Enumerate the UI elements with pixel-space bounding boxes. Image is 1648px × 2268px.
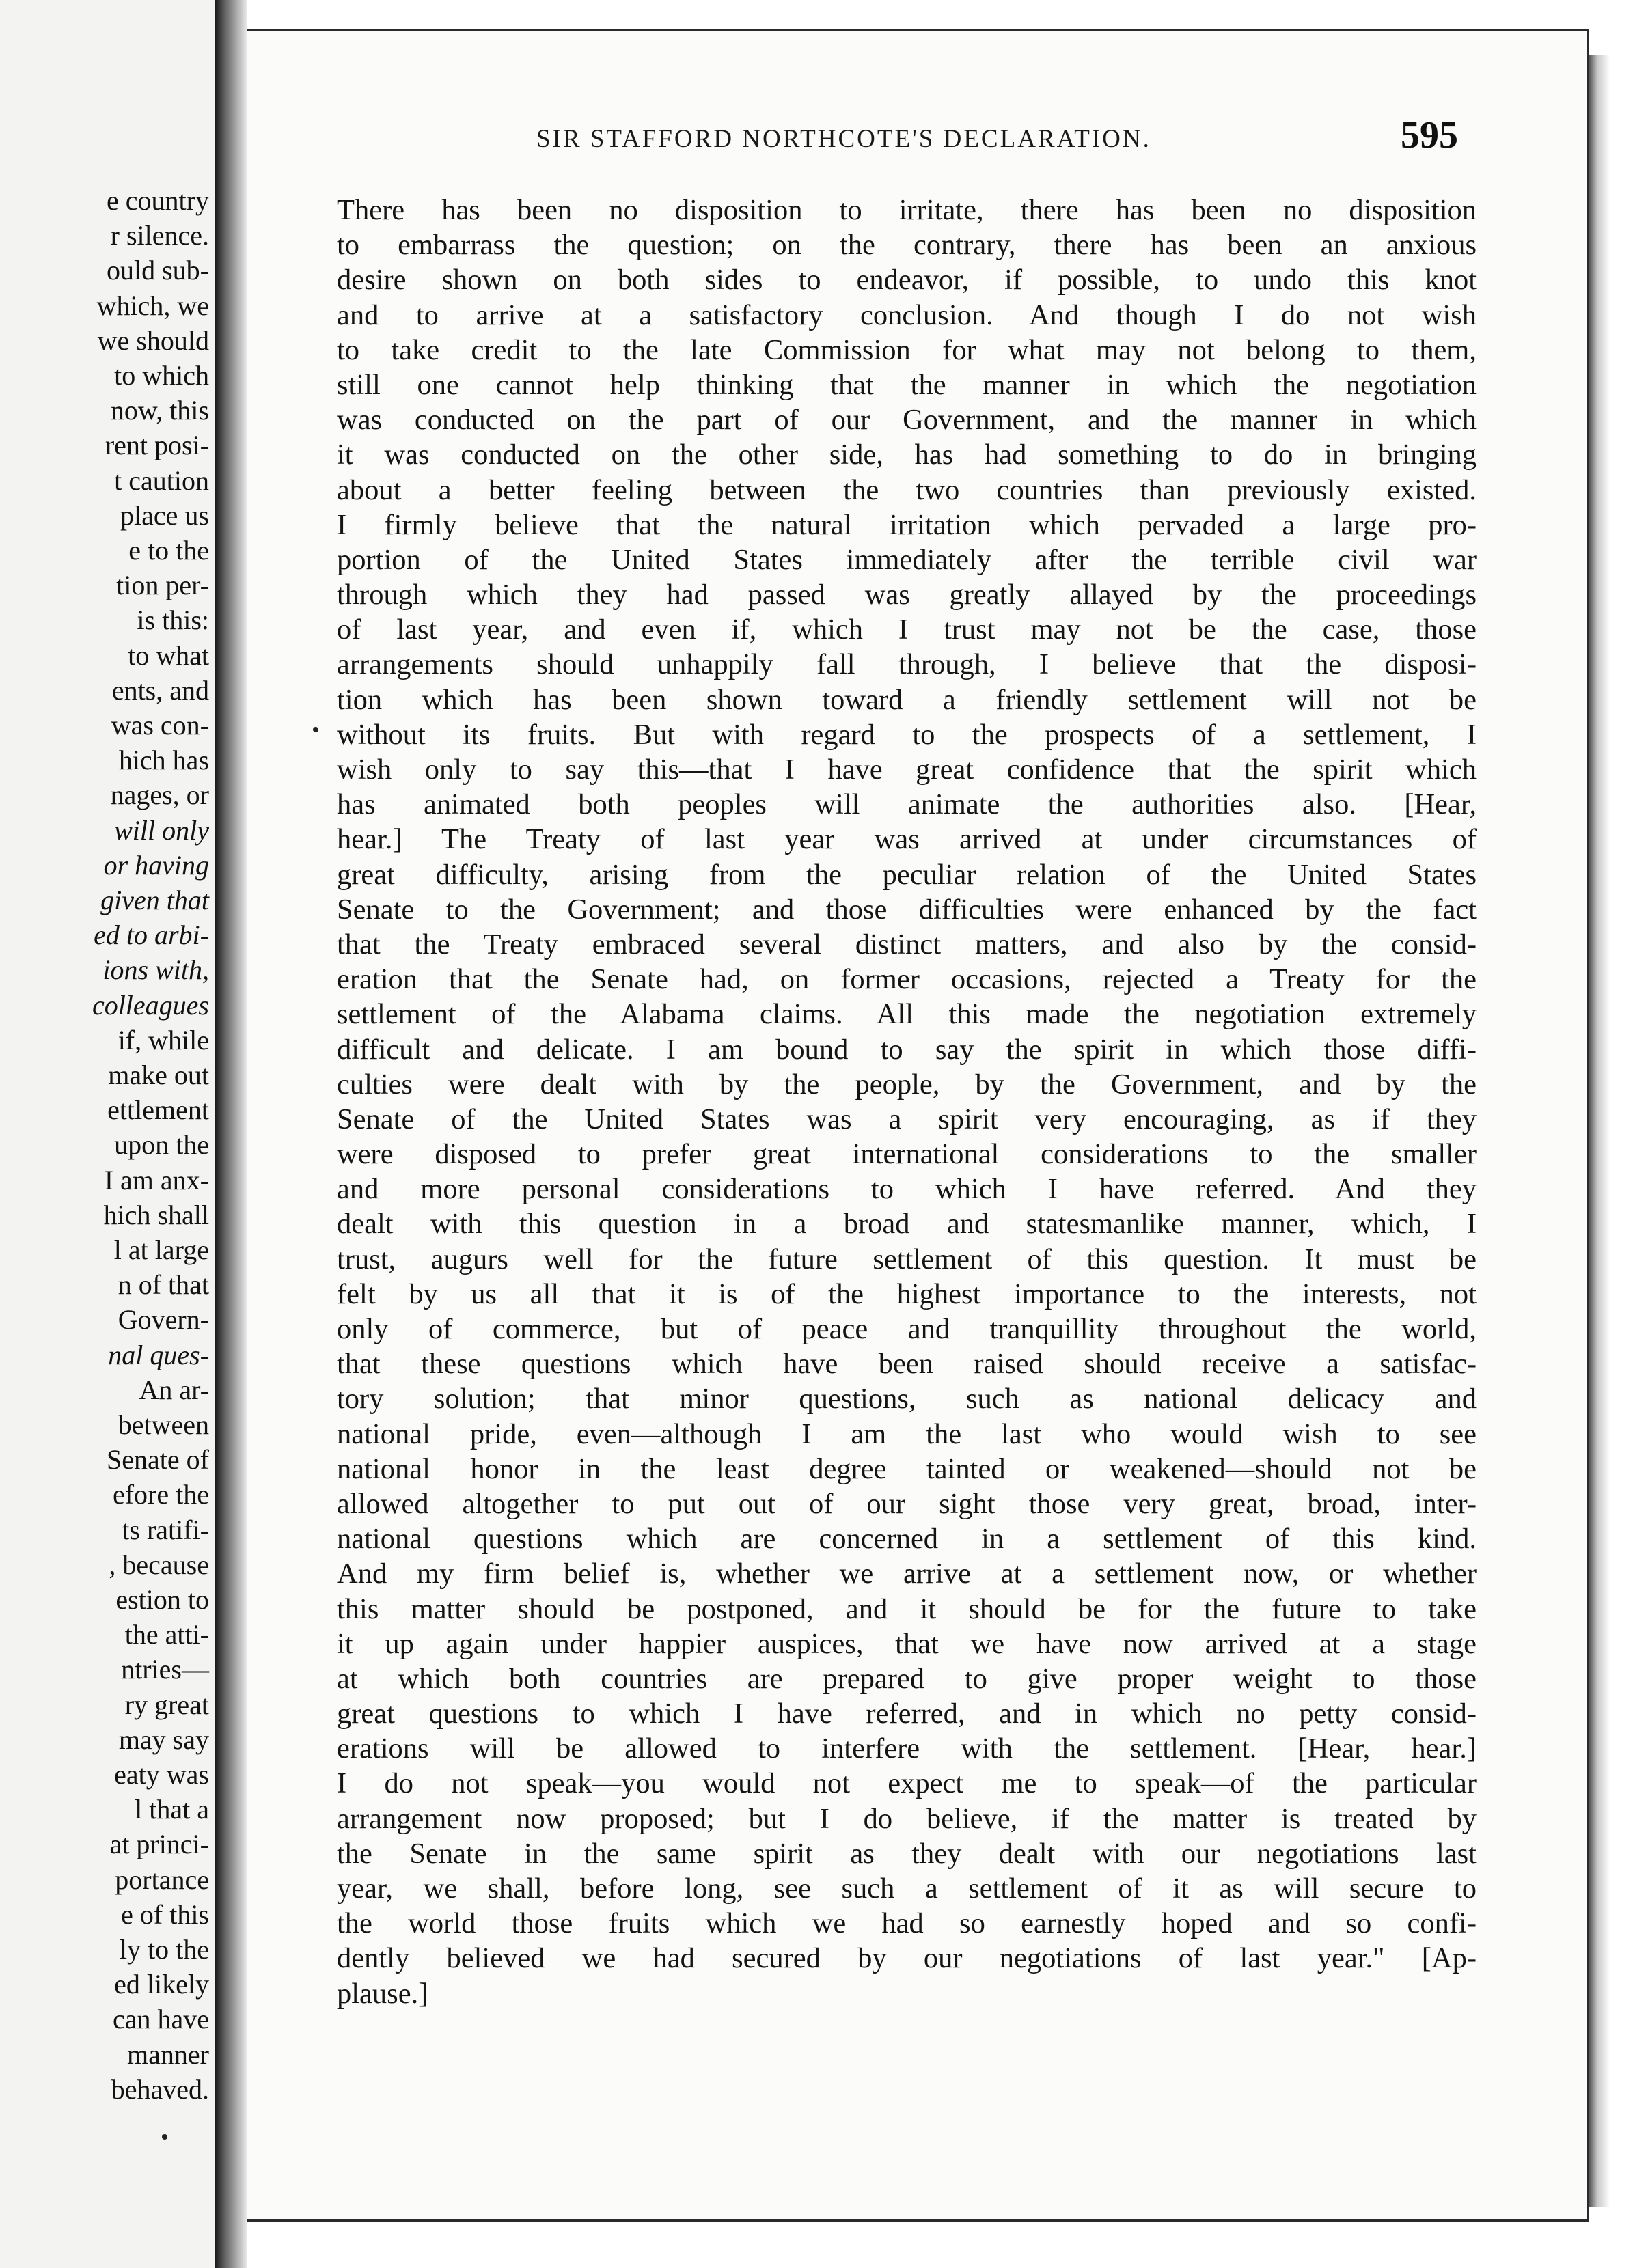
facing-page-line: nal ques- (108, 1339, 209, 1370)
facing-page-line: will only (114, 814, 209, 846)
text-line: to take credit to the late Commission for what may not belong to them, (337, 333, 1477, 366)
facing-page-line: to which (114, 360, 209, 391)
text-line: allowed altogether to put out of our sight those very great, broad, inter- (337, 1487, 1477, 1520)
facing-page-line: ents, and (111, 674, 209, 706)
text-line: and to arrive at a satisfactory conclusion. And though I do not wish (337, 299, 1477, 331)
ink-mark (162, 2134, 167, 2140)
facing-page-line: r silence. (110, 220, 209, 251)
facing-page-line: rent posi- (105, 430, 209, 461)
facing-page-line: n of that (118, 1269, 209, 1301)
facing-page-line: e of this (121, 1898, 209, 1930)
facing-page-line: eaty was (114, 1759, 209, 1790)
text-line: the Senate in the same spirit as they dealt with our negotiations last (337, 1837, 1477, 1870)
text-line: erations will be allowed to interfere with the settlement. [Hear, hear.] (337, 1732, 1477, 1765)
text-line: has animated both peoples will animate the authorities also. [Hear, (337, 788, 1477, 821)
facing-page-line: ts ratifi- (122, 1514, 209, 1545)
text-line: this matter should be postponed, and it should be for the future to take (337, 1592, 1477, 1625)
text-line: dently believed we had secured by our negotiations of last year." [Ap- (337, 1942, 1477, 1975)
text-line: And my firm belief is, whether we arrive at a settlement now, or whether (337, 1558, 1477, 1590)
facing-page-line: if, while (118, 1024, 209, 1055)
page-edge (1589, 55, 1610, 2207)
text-line: great questions to which I have referred, and in which no petty consid- (337, 1698, 1477, 1730)
text-line: still one cannot help thinking that the manner in which the negotiation (337, 368, 1477, 401)
facing-page-line: nages, or (110, 779, 209, 811)
text-line: national pride, even—although I am the last who would wish to see (337, 1418, 1477, 1450)
text-line: desire shown on both sides to endeavor, if possible, to undo this knot (337, 264, 1477, 296)
text-line: plause.] (337, 1977, 428, 2010)
facing-page-line: to what (128, 639, 209, 671)
text-line: through which they had passed was greatly allayed by the proceedings (337, 579, 1477, 611)
text-line: felt by us all that it is of the highest importance to the interests, not (337, 1277, 1477, 1310)
text-line: to embarrass the question; on the contrary, there has been an anxious (337, 229, 1477, 262)
text-line: about a better feeling between the two countries than previously existed. (337, 473, 1477, 506)
facing-page-line: e to the (128, 535, 209, 566)
text-line: tory solution; that minor questions, such as national delicacy and (337, 1383, 1477, 1415)
text-line: that these questions which have been raised should receive a satisfac- (337, 1348, 1477, 1381)
text-line: arrangement now proposed; but I do believe, if the matter is treated by (337, 1802, 1477, 1835)
facing-page-line: may say (118, 1724, 209, 1755)
text-line: dealt with this question in a broad and statesmanlike manner, which, I (337, 1208, 1477, 1241)
text-line: wish only to say this—that I have great confidence that the spirit which (337, 753, 1477, 786)
facing-page-line: we should (97, 324, 209, 356)
running-head: SIR STAFFORD NORTHCOTE'S DECLARATION. (536, 125, 1151, 153)
text-line: of last year, and even if, which I trust may not be the case, those (337, 613, 1477, 646)
facing-page-line: given that (100, 885, 209, 915)
facing-page-line: efore the (112, 1479, 209, 1510)
facing-page-line: I am anx- (104, 1164, 209, 1195)
facing-page-line: is this: (137, 605, 209, 636)
facing-page-text (0, 183, 213, 2114)
text-line: without its fruits. But with regard to the prospects of a settlement, I (337, 718, 1477, 751)
text-line: trust, augurs well for the future settlement of this question. It must be (337, 1243, 1477, 1275)
facing-page-line: colleagues (92, 989, 209, 1021)
text-line: portion of the United States immediately after the terrible civil war (337, 543, 1477, 576)
text-line: arrangements should unhappily fall through, I believe that the disposi- (337, 648, 1477, 681)
text-line: only of commerce, but of peace and tranquillity throughout the world, (337, 1313, 1477, 1345)
text-line: culties were dealt with by the people, by the Government, and by the (337, 1068, 1477, 1101)
facing-page-line: hich has (118, 745, 209, 776)
text-line: Senate of the United States was a spirit very encouraging, as if they (337, 1103, 1477, 1135)
text-line: year, we shall, before long, see such a settlement of it as will secure to (337, 1872, 1477, 1905)
ink-mark (313, 727, 318, 732)
facing-page-line: l that a (135, 1794, 209, 1825)
text-line: it up again under happier auspices, that we have now arrived at a stage (337, 1627, 1477, 1660)
facing-page-line: ed to arbi- (94, 919, 209, 951)
text-line: and more personal considerations to which I have referred. And they (337, 1173, 1477, 1206)
facing-page-line: estion to (115, 1584, 209, 1615)
facing-page-line: the atti- (124, 1619, 209, 1650)
facing-page-line: ly to the (119, 1934, 209, 1965)
text-line: the world those fruits which we had so earnestly hoped and so confi- (337, 1907, 1477, 1940)
facing-page-line: between (118, 1409, 209, 1440)
text-line: that the Treaty embraced several distinct matters, and also by the consid- (337, 928, 1477, 960)
text-line: Senate to the Government; and those difficulties were enhanced by the fact (337, 893, 1477, 926)
facing-page-line: can have (112, 2004, 209, 2035)
text-line: settlement of the Alabama claims. All this made the negotiation extremely (337, 998, 1477, 1031)
facing-page-line: t caution (114, 465, 209, 496)
facing-page-line: upon the (114, 1129, 209, 1161)
text-line: were disposed to prefer great international considerations to the smaller (337, 1138, 1477, 1171)
text-line: was conducted on the part of our Government, and the manner in which (337, 404, 1477, 437)
facing-page-line: hich shall (103, 1199, 209, 1230)
book-gutter (215, 0, 247, 2268)
page-number: 595 (1401, 114, 1458, 156)
facing-page-line: was con- (111, 710, 209, 741)
text-line: hear.] The Treaty of last year was arrived at under circumstances of (337, 823, 1477, 856)
facing-page-line: ntries— (121, 1654, 209, 1685)
facing-page-line: An ar- (139, 1374, 209, 1405)
text-line: difficult and delicate. I am bound to say the spirit in which those diffi- (337, 1033, 1477, 1066)
facing-page-line: place us (120, 499, 209, 531)
facing-page-line: ould sub- (107, 255, 209, 286)
text-line: eration that the Senate had, on former occasions, rejected a Treaty for the (337, 963, 1477, 996)
text-line: I do not speak—you would not expect me to speak—of the particular (337, 1767, 1477, 1800)
facing-page-line: tion per- (116, 570, 209, 601)
facing-page-line: which, we (96, 290, 209, 321)
facing-page-line: ettlement (107, 1094, 209, 1126)
facing-page-line: or having (103, 849, 209, 881)
facing-page-line: ed likely (114, 1969, 209, 2000)
facing-page-line: ions with, (102, 954, 209, 986)
facing-page-line: Govern- (118, 1304, 209, 1336)
text-line: at which both countries are prepared to give proper weight to those (337, 1662, 1477, 1695)
text-line: I firmly believe that the natural irritation which pervaded a large pro- (337, 508, 1477, 541)
facing-page-line: , because (109, 1549, 209, 1580)
facing-page-line: make out (108, 1060, 209, 1090)
facing-page-line: ry great (124, 1689, 209, 1720)
facing-page-line: manner (127, 2038, 209, 2070)
facing-page-line: at princi- (109, 1829, 209, 1860)
text-line: tion which has been shown toward a friendly settlement will not be (337, 683, 1477, 716)
facing-page-line: l at large (113, 1234, 209, 1265)
body-text (337, 193, 1477, 2011)
facing-page-line: e country (107, 185, 209, 216)
text-line: national honor in the least degree tainted or weakened—should not be (337, 1452, 1477, 1485)
text-line: There has been no disposition to irritate, there has been no disposition (337, 194, 1477, 226)
facing-page-line: Senate of (107, 1444, 209, 1476)
facing-page-line: now, this (110, 395, 209, 426)
text-line: it was conducted on the other side, has had something to do in bringing (337, 439, 1477, 471)
facing-page-line: behaved. (111, 2073, 209, 2105)
text-line: national questions which are concerned in a settlement of this kind. (337, 1523, 1477, 1555)
text-line: great difficulty, arising from the peculiar relation of the United States (337, 858, 1477, 891)
facing-page-line: portance (115, 1864, 209, 1895)
